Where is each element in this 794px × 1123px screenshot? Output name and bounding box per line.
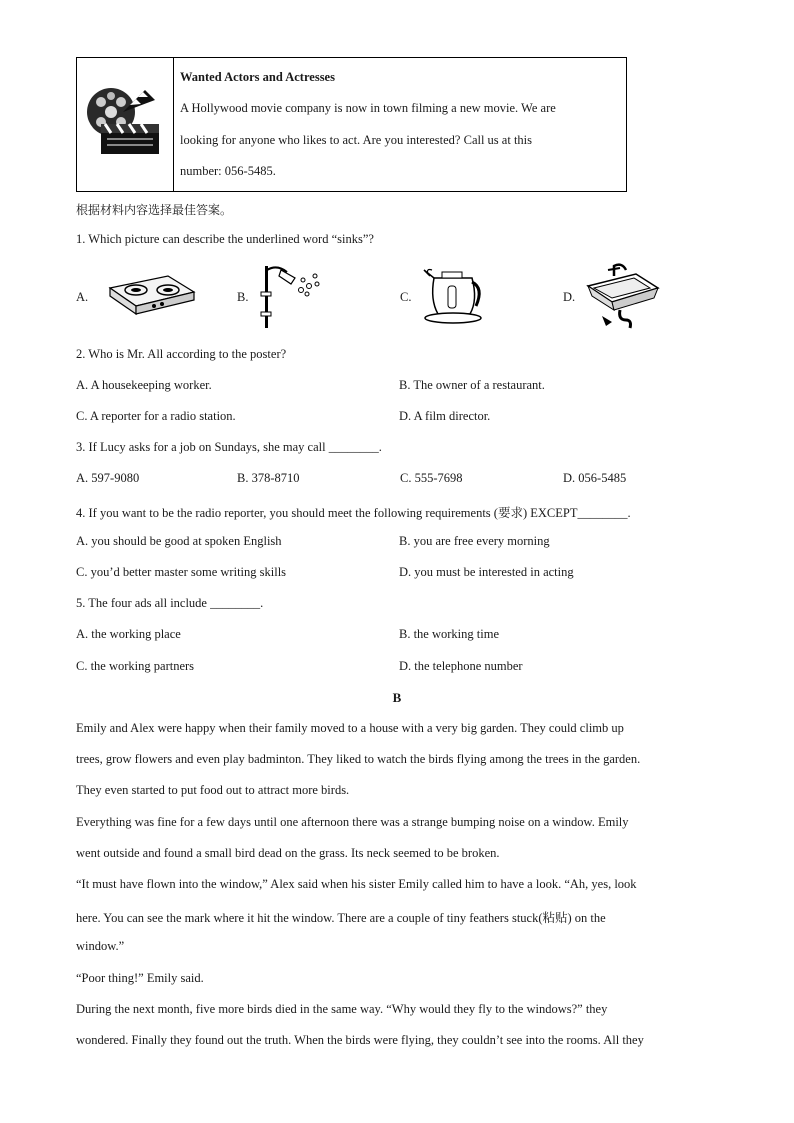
passage-line-10: During the next month, five more birds died in the same way. “Why would they fly to the windows?” they	[76, 1002, 608, 1016]
passage-line-3: They even started to put food out to attract more birds.	[76, 783, 350, 797]
ad-title: Wanted Actors and Actresses	[180, 70, 335, 84]
q5-option-c: C. the working partners	[76, 659, 195, 673]
passage-line-4: Everything was fine for a few days until one afternoon there was a strange bumping noise on a window. Emily	[76, 815, 629, 829]
q3-option-a: A. 597-9080	[76, 471, 140, 485]
passage-line-1: Emily and Alex were happy when their family moved to a house with a very big garden. They could climb up	[76, 721, 624, 735]
passage-line-5: went outside and found a small bird dead on the grass. Its neck seemed to be broken.	[76, 846, 500, 860]
film-reel-clapperboard-icon	[83, 82, 163, 166]
question-3-stem: 3. If Lucy asks for a job on Sundays, she may call ________.	[76, 440, 382, 454]
q1-option-c-label: C.	[400, 290, 412, 304]
q4-option-d: D. you must be interested in acting	[399, 565, 574, 579]
q4-option-b: B. you are free every morning	[399, 534, 550, 548]
q1-option-a-label: A.	[76, 290, 89, 304]
passage-line-6: “It must have flown into the window,” Alex said when his sister Emily called him to have a look. “Ah, yes, look	[76, 877, 637, 891]
ad-divider	[173, 58, 174, 191]
q5-option-b: B. the working time	[399, 627, 499, 641]
passage-line-2: trees, grow flowers and even play badminton. They liked to watch the birds flying among the trees in the garden.	[76, 752, 641, 766]
passage-line-11: wondered. Finally they found out the truth. When the birds were flying, they couldn’t see into the rooms. All they	[76, 1033, 644, 1047]
q2-option-d: D. A film director.	[399, 409, 491, 423]
q1-option-b-label: B.	[237, 290, 249, 304]
ad-line-2: looking for anyone who likes to act. Are you interested? Call us at this	[180, 133, 533, 147]
q1-option-d-label: D.	[563, 290, 576, 304]
ad-line-3: number: 056-5485.	[180, 164, 276, 178]
q2-option-a: A. A housekeeping worker.	[76, 378, 212, 392]
electric-kettle-icon	[420, 264, 486, 326]
ad-box	[76, 57, 627, 192]
section-b-heading: B	[392, 690, 402, 705]
question-5-stem: 5. The four ads all include ________.	[76, 596, 264, 610]
q3-option-d: D. 056-5485	[563, 471, 627, 485]
passage-line-9: “Poor thing!” Emily said.	[76, 971, 204, 985]
q4-option-a: A. you should be good at spoken English	[76, 534, 282, 548]
q5-option-d: D. the telephone number	[399, 659, 523, 673]
sink-icon	[582, 262, 662, 330]
passage-line-7: here. You can see the mark where it hit the window. There are a couple of tiny feathers stuck(粘贴) on the	[76, 911, 606, 925]
shower-icon	[255, 262, 325, 328]
q4-option-c: C. you’d better master some writing skills	[76, 565, 287, 579]
ad-line-1: A Hollywood movie company is now in town filming a new movie. We are	[180, 101, 556, 115]
question-2-stem: 2. Who is Mr. All according to the poster?	[76, 347, 287, 361]
q2-option-c: C. A reporter for a radio station.	[76, 409, 236, 423]
q5-option-a: A. the working place	[76, 627, 181, 641]
q2-option-b: B. The owner of a restaurant.	[399, 378, 545, 392]
instruction: 根据材料内容选择最佳答案。	[76, 203, 233, 217]
q3-option-c: C. 555-7698	[400, 471, 463, 485]
question-1-stem: 1. Which picture can describe the underlined word “sinks”?	[76, 232, 374, 246]
gas-stove-icon	[106, 272, 196, 316]
question-4-stem: 4. If you want to be the radio reporter, you should meet the following requirements (要求) EXCEPT________.	[76, 506, 631, 520]
q3-option-b: B. 378-8710	[237, 471, 300, 485]
passage-line-8: window.”	[76, 939, 125, 953]
